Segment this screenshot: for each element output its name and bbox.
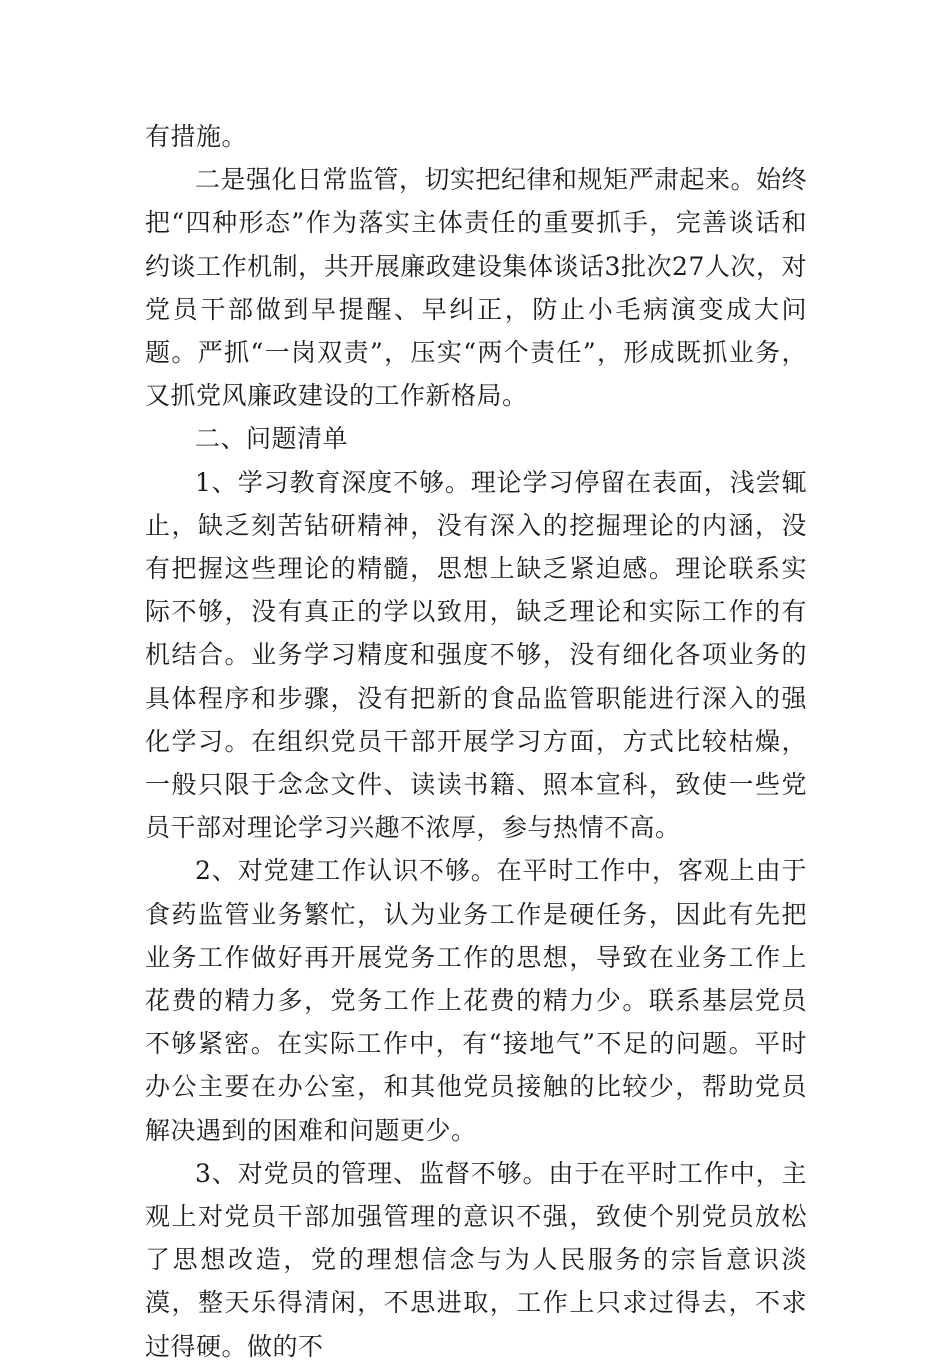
section-heading-problem-list: 二、问题清单 [195, 424, 349, 454]
paragraph-continuation: 有措施。 [145, 122, 248, 151]
paragraph-problem-1: 1、学习教育深度不够。理论学习停留在表面，浅尝辄止，缺乏刻苦钻研精神，没有深入的挖掘理论的内涵，没有把握这些理论的精髓，思想上缺乏紧迫感。理论联系实际不够，没有真正的学以致用，缺乏理论和实际工作的有机结合。业务学习精度和强度不够，没有细化各项业务的具体程序和步骤，没有把新的食品监管职能进行深入的强化学习。在组织党员干部开展学习方面，方式比较枯燥，一般只限于念念文件、读读书籍、照本宣科，致使一些党员干部对理论学习兴趣不浓厚，参与热情不高。 [145, 467, 807, 843]
document-body [145, 115, 807, 1368]
paragraph-problem-3: 3、对党员的管理、监督不够。由于在平时工作中，主观上对党员干部加强管理的意识不强，致使个别党员放松了思想改造，党的理想信念与为人民服务的宗旨意识淡漠，整天乐得清闲，不思进取，工作上只求过得去，不求过得硬。做的不 [145, 1158, 807, 1361]
paragraph-problem-2: 2、对党建工作认识不够。在平时工作中，客观上由于食药监管业务繁忙，认为业务工作是硬任务，因此有先把业务工作做好再开展党务工作的思想，导致在业务工作上花费的精力多，党务工作上花费的精力少。联系基层党员不够紧密。在实际工作中，有“接地气”不足的问题。平时办公主要在办公室，和其他党员接触的比较少，帮助党员解决遇到的困难和问题更少。 [145, 856, 807, 1145]
paragraph-supervision: 二是强化日常监管，切实把纪律和规矩严肃起来。始终把“四种形态”作为落实主体责任的重要抓手，完善谈话和约谈工作机制，共开展廉政建设集体谈话3批次27人次，对党员干部做到早提醒、早纠正，防止小毛病演变成大问题。严抓“一岗双责”，压实“两个责任”，形成既抓业务，又抓党风廉政建设的工作新格局。 [145, 165, 808, 411]
